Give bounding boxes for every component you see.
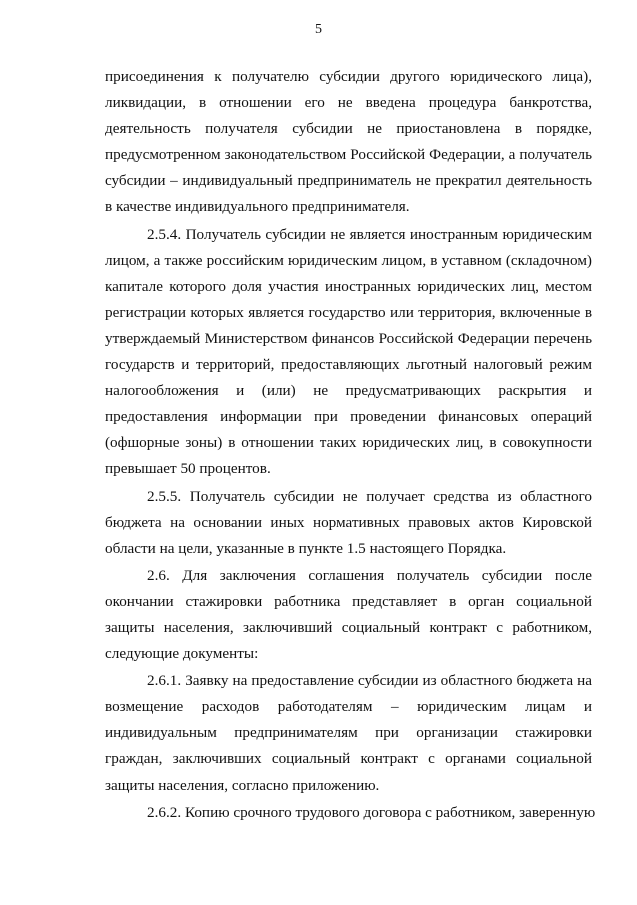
text-line: лицом, а также российским юридическим лицом, в уставном (складочном) bbox=[105, 251, 592, 269]
text-line: субсидии – индивидуальный предприниматель не прекратил деятельность bbox=[105, 172, 592, 190]
text-line: следующие документы: bbox=[105, 645, 259, 663]
text-line: в качестве индивидуального предпринимателя. bbox=[105, 198, 410, 216]
paragraph bbox=[105, 668, 592, 798]
text-line: индивидуальным предпринимателям при организации стажировки bbox=[105, 724, 592, 742]
text-line: утверждаемый Министерством финансов Российской Федерации перечень bbox=[105, 329, 592, 347]
text-line: государств и территорий, предоставляющих льготный налоговый режим bbox=[105, 356, 592, 374]
text-line: присоединения к получателю субсидии другого юридического лица), bbox=[105, 68, 592, 85]
text-line: бюджета на основании иных нормативных правовых актов Кировской bbox=[105, 513, 592, 531]
text-line: налогообложения и (или) не предусматривающих раскрытия и bbox=[105, 382, 592, 400]
text-line: 2.6.2. Копию срочного трудового договора с работником, заверенную bbox=[147, 803, 596, 821]
text-line: защиты населения, заключивший социальный контракт с работником, bbox=[105, 618, 592, 636]
paragraph bbox=[105, 484, 592, 562]
text-line: окончании стажировки работника представляет в орган социальной bbox=[105, 592, 592, 610]
text-line: 2.6.1. Заявку на предоставление субсидии из областного бюджета на bbox=[147, 672, 592, 690]
page-number: 5 bbox=[315, 22, 322, 37]
paragraph bbox=[105, 222, 592, 483]
text-line: предусмотренном законодательством Российской Федерации, а получатель bbox=[105, 146, 592, 164]
paragraph bbox=[105, 64, 592, 221]
paragraph bbox=[105, 800, 596, 826]
text-line: капитале которого доля участия иностранных юридических лиц, местом bbox=[105, 277, 592, 295]
text-line: превышает 50 процентов. bbox=[105, 460, 271, 478]
text-line: 2.5.4. Получатель субсидии не является иностранным юридическим bbox=[147, 225, 592, 243]
text-line: защиты населения, согласно приложению. bbox=[105, 776, 380, 794]
text-line: деятельность получателя субсидии не приостановлена в порядке, bbox=[105, 120, 592, 138]
text-line: регистрации которых является государство или территория, включенные в bbox=[105, 303, 592, 321]
text-line: граждан, заключивших социальный контракт с органами социальной bbox=[105, 750, 592, 768]
text-line: возмещение расходов работодателям – юридическим лицам и bbox=[105, 698, 592, 716]
text-line: 2.6. Для заключения соглашения получатель субсидии после bbox=[147, 566, 592, 584]
text-line: предоставления информации при проведении финансовых операций bbox=[105, 408, 592, 426]
text-line: 2.5.5. Получатель субсидии не получает средства из областного bbox=[147, 487, 592, 505]
document-body bbox=[105, 64, 596, 827]
text-line: (офшорные зоны) в отношении таких юридических лиц, в совокупности bbox=[105, 434, 592, 452]
text-line: области на цели, указанные в пункте 1.5 настоящего Порядка. bbox=[105, 539, 507, 557]
paragraph bbox=[105, 563, 592, 667]
text-line: ликвидации, в отношении его не введена процедура банкротства, bbox=[105, 94, 592, 112]
